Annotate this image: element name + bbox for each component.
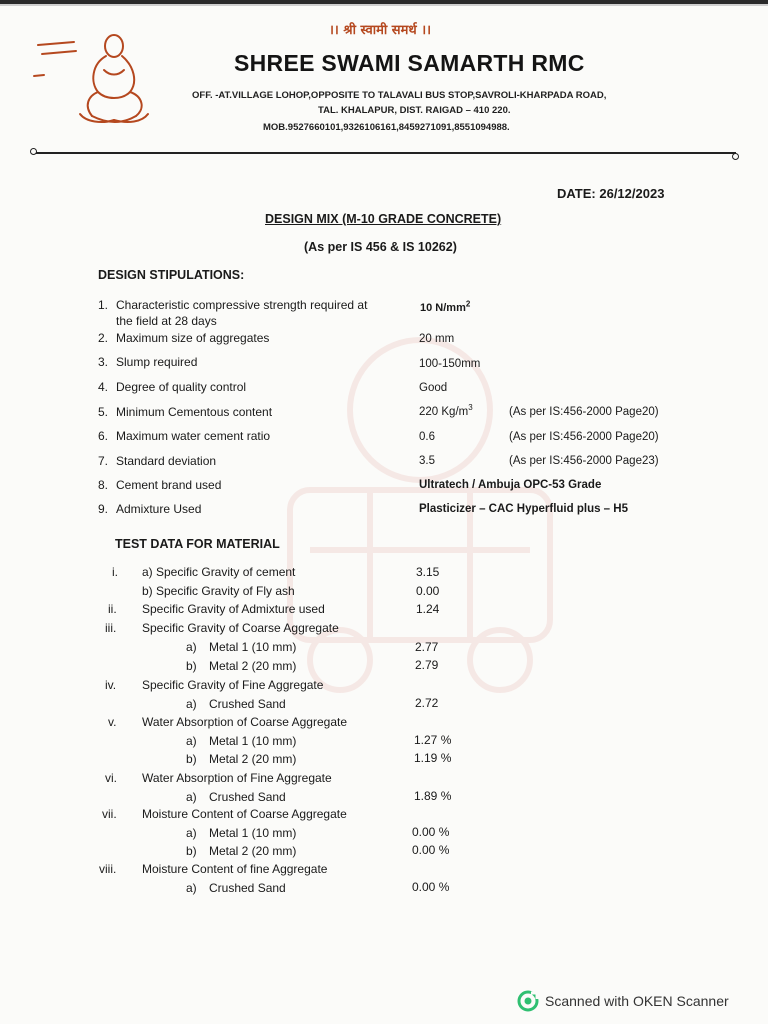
test-value: 2.72 (415, 696, 439, 710)
value-superscript: 2 (465, 299, 471, 309)
stipulation-label: Admixture Used (116, 502, 202, 516)
scanner-footer (517, 990, 729, 1012)
test-value: 3.15 (416, 565, 440, 579)
stipulation-label: Standard deviation (116, 454, 217, 468)
roman-numeral: ii. (108, 602, 117, 616)
oken-scanner-logo-icon (517, 990, 539, 1012)
stipulation-number: 6. (98, 429, 109, 443)
roman-numeral: i. (112, 565, 118, 579)
stipulation-reference: (As per IS:456-2000 Page20) (509, 406, 659, 418)
header-blessing: ।। श्री स्वामी समर्थ ।। (329, 23, 432, 38)
test-value: 1.27 % (414, 733, 452, 747)
stipulation-number: 4. (98, 380, 109, 394)
roman-numeral: vii. (102, 807, 117, 821)
sub-letter: a) (186, 697, 197, 711)
stipulation-label: Maximum size of aggregates (116, 331, 270, 345)
stipulation-label: Degree of quality control (116, 380, 247, 394)
test-value: 0.00 % (412, 880, 450, 894)
scanner-text: Scanned with OKEN Scanner (545, 993, 729, 1009)
sub-letter: a) (186, 640, 197, 654)
stipulation-value: 20 mm (419, 333, 455, 345)
header-divider (34, 152, 736, 154)
test-value: 2.77 (415, 640, 439, 654)
divider-left-dot (30, 148, 37, 155)
test-label: Specific Gravity of Coarse Aggregate (142, 621, 339, 635)
sub-letter: a) (186, 881, 197, 895)
test-label: Specific Gravity of Fine Aggregate (142, 678, 324, 692)
sub-letter: b) (186, 752, 197, 766)
roman-numeral: vi. (105, 771, 117, 785)
test-label: Metal 1 (10 mm) (209, 734, 297, 748)
stipulation-label: Characteristic compressive strength required at (116, 298, 368, 312)
stipulation-label: Maximum water cement ratio (116, 429, 271, 443)
test-label: Crushed Sand (209, 697, 286, 711)
test-value: 0.00 % (412, 825, 450, 839)
stipulation-number: 2. (98, 331, 109, 345)
stipulation-number: 9. (98, 502, 109, 516)
test-value: 2.79 (415, 658, 439, 672)
stipulation-value (419, 403, 473, 418)
stipulation-number: 3. (98, 355, 109, 369)
value-text: 10 N/mm (420, 302, 466, 314)
test-label: b) Specific Gravity of Fly ash (142, 584, 295, 598)
test-label: Water Absorption of Coarse Aggregate (142, 715, 348, 729)
test-label: Metal 1 (10 mm) (209, 640, 297, 654)
stipulation-label: Slump required (116, 355, 198, 369)
stipulations-heading: DESIGN STIPULATIONS: (98, 268, 245, 282)
stipulation-value (420, 299, 471, 314)
document-subtitle: (As per IS 456 & IS 10262) (304, 240, 457, 254)
test-value: 1.89 % (414, 789, 452, 803)
sub-letter: a) (186, 826, 197, 840)
stipulation-value: 0.6 (419, 431, 435, 443)
stipulation-number: 8. (98, 478, 109, 492)
test-value: 1.19 % (414, 751, 452, 765)
stipulation-value: Ultratech / Ambuja OPC-53 Grade (419, 479, 602, 491)
test-value: 0.00 % (412, 843, 450, 857)
stipulation-value: 3.5 (419, 455, 435, 467)
company-name: SHREE SWAMI SAMARTH RMC (234, 50, 585, 76)
roman-numeral: viii. (99, 862, 117, 876)
stipulation-reference: (As per IS:456-2000 Page20) (509, 431, 659, 443)
test-label: Crushed Sand (209, 790, 286, 804)
mobile-numbers: MOB.9527660101,9326106161,8459271091,8551094988. (263, 122, 510, 133)
test-label: Moisture Content of fine Aggregate (142, 862, 328, 876)
divider-right-dot (732, 153, 739, 160)
test-label: Moisture Content of Coarse Aggregate (142, 807, 347, 821)
stipulation-label-continued: the field at 28 days (116, 314, 217, 328)
test-label: Metal 2 (20 mm) (209, 659, 297, 673)
top-edge-shadow (0, 4, 768, 6)
roman-numeral: iii. (105, 621, 117, 635)
stipulation-value: 100-150mm (419, 358, 481, 370)
value-text: 220 Kg/m (419, 406, 469, 418)
test-data-heading: TEST DATA FOR MATERIAL (115, 537, 280, 551)
stipulation-number: 7. (98, 454, 109, 468)
test-label: Metal 1 (10 mm) (209, 826, 297, 840)
test-label: Water Absorption of Fine Aggregate (142, 771, 332, 785)
address-line-2: TAL. KHALAPUR, DIST. RAIGAD – 410 220. (318, 105, 511, 116)
stipulation-reference: (As per IS:456-2000 Page23) (509, 455, 659, 467)
sub-letter: b) (186, 659, 197, 673)
stipulation-value: Plasticizer – CAC Hyperfluid plus – H5 (419, 503, 628, 515)
value-superscript: 3 (468, 403, 473, 413)
test-label: Metal 2 (20 mm) (209, 752, 297, 766)
test-label: a) Specific Gravity of cement (142, 565, 296, 579)
test-value: 0.00 (416, 584, 440, 598)
sub-letter: a) (186, 734, 197, 748)
stipulation-number: 1. (98, 298, 109, 312)
document-title: DESIGN MIX (M-10 GRADE CONCRETE) (265, 212, 502, 226)
document-date: DATE: 26/12/2023 (557, 186, 665, 201)
stipulation-label: Cement brand used (116, 478, 222, 492)
sub-letter: a) (186, 790, 197, 804)
address-line-1: OFF. -AT.VILLAGE LOHOP,OPPOSITE TO TALAVALI BUS STOP,SAVROLI-KHARPADA ROAD, (192, 90, 607, 101)
roman-numeral: iv. (105, 678, 117, 692)
test-label: Specific Gravity of Admixture used (142, 602, 325, 616)
sub-letter: b) (186, 844, 197, 858)
test-label: Metal 2 (20 mm) (209, 844, 297, 858)
stipulation-value: Good (419, 382, 448, 394)
stipulation-label: Minimum Cementous content (116, 405, 273, 419)
stipulation-number: 5. (98, 405, 109, 419)
test-value: 1.24 (416, 602, 440, 616)
roman-numeral: v. (108, 715, 117, 729)
test-label: Crushed Sand (209, 881, 286, 895)
swami-logo-icon (30, 30, 170, 130)
